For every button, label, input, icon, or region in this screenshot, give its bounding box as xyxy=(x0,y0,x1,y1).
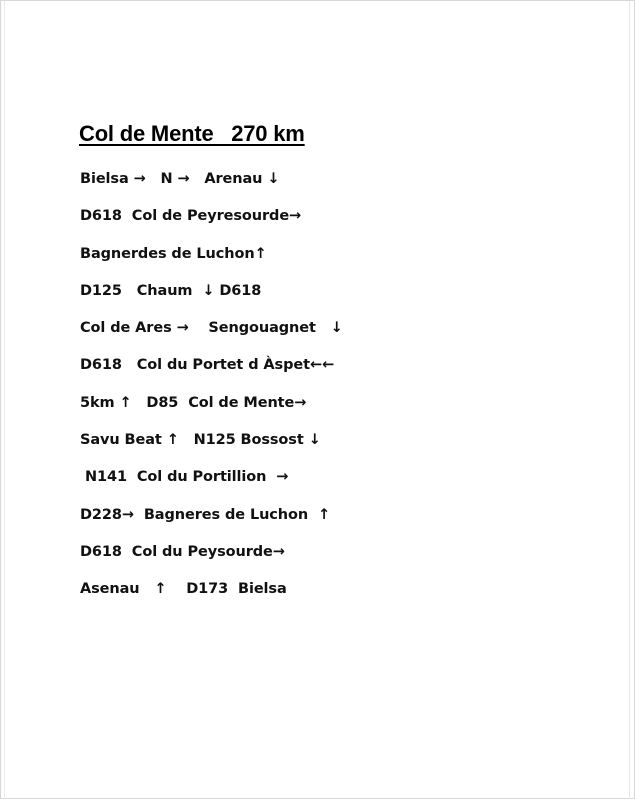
route-line: Bielsa → N → Arenau ↓ xyxy=(80,171,280,187)
route-line: D618 Col de Peyresourde→ xyxy=(80,208,302,225)
page-right-edge xyxy=(629,1,630,799)
route-line: Bagnerdes de Luchon↑ xyxy=(80,245,267,262)
document-title: Col de Mente 270 km xyxy=(79,121,305,146)
route-line: Savu Beat ↑ N125 Bossost ↓ xyxy=(80,432,321,449)
route-line: N141 Col du Portillion → xyxy=(80,469,289,486)
route-line: 5km ↑ D85 Col de Mente→ xyxy=(80,394,307,411)
route-line: Asenau ↑ D173 Bielsa xyxy=(80,581,287,598)
page-left-edge xyxy=(4,1,5,799)
route-line: Col de Ares → Sengouagnet ↓ xyxy=(80,320,343,337)
route-line: D125 Chaum ↓ D618 xyxy=(80,282,262,299)
route-line: D618 Col du Portet d Àspet←← xyxy=(80,357,335,374)
route-line: D618 Col du Peysourde→ xyxy=(80,543,285,560)
route-directions-list xyxy=(80,168,343,616)
route-line: D228→ Bagneres de Luchon ↑ xyxy=(80,506,331,523)
